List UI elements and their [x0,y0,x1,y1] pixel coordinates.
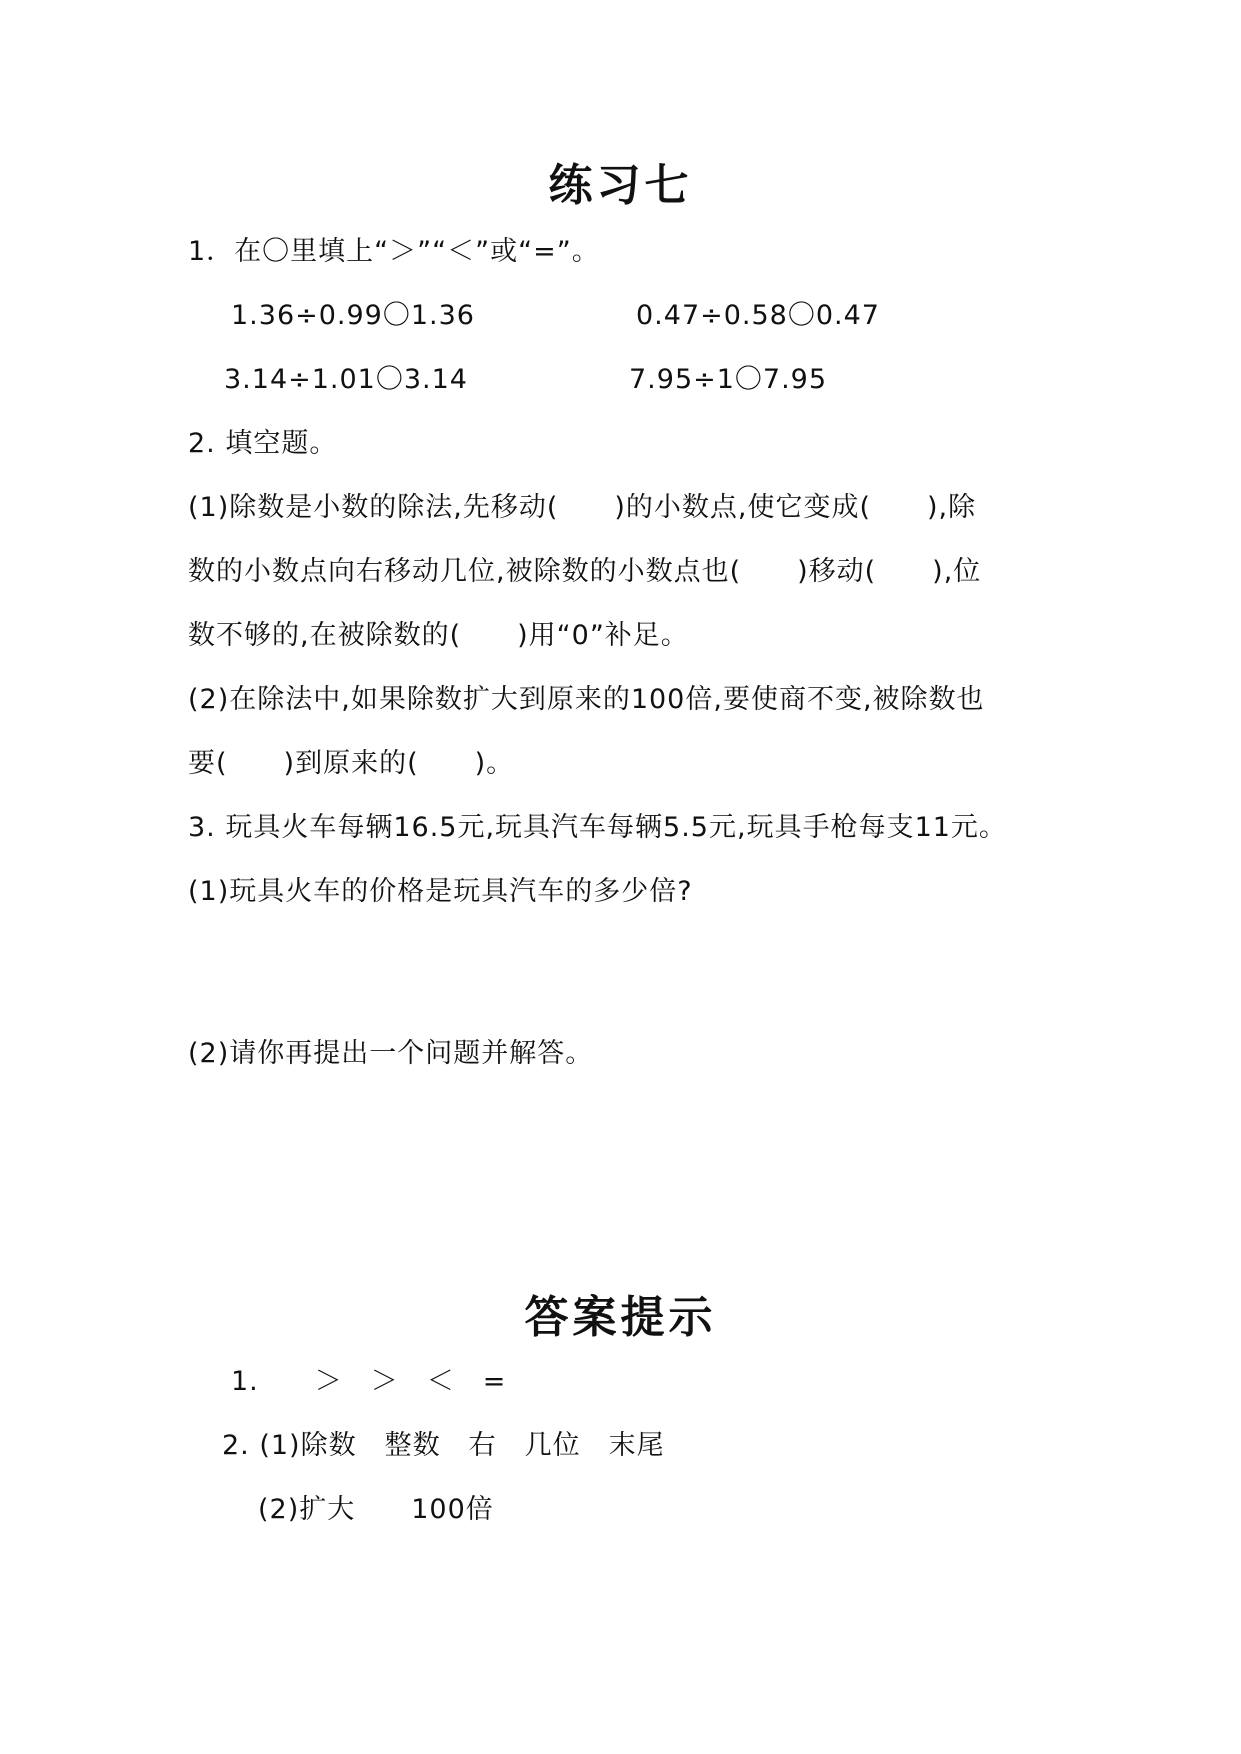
answers-title: 答案提示 [524,1292,717,1343]
exercise-title: 练习七 [548,160,693,211]
q2-line-3: 数不够的,在被除数的( )用“0”补足。 [188,620,689,651]
q1-item-3: 3.14÷1.01〇3.14 [224,364,468,395]
answer-2-2: (2)扩大 100倍 [258,1494,494,1525]
q2-prompt: 2. 填空题。 [188,428,338,459]
q1-prompt: 1．在〇里填上“＞”“＜”或“=”。 [188,236,600,267]
q1-item-4: 7.95÷1〇7.95 [629,364,828,395]
q2-line-5: 要( )到原来的( )。 [188,748,515,779]
q1-item-1: 1.36÷0.99〇1.36 [231,300,475,331]
answer-2-1: 2. (1)除数 整数 右 几位 末尾 [222,1430,665,1461]
q2-line-4: (2)在除法中,如果除数扩大到原来的100倍,要使商不变,被除数也 [188,684,985,715]
q1-item-2: 0.47÷0.58〇0.47 [636,300,880,331]
q2-line-1: (1)除数是小数的除法,先移动( )的小数点,使它变成( ),除 [188,492,977,523]
q3-sub-2: (2)请你再提出一个问题并解答。 [188,1038,594,1069]
q3-sub-1: (1)玩具火车的价格是玩具汽车的多少倍? [188,876,693,907]
q2-line-2: 数的小数点向右移动几位,被除数的小数点也( )移动( ),位 [188,556,982,587]
answer-1: 1. ＞ ＞ ＜ = [231,1366,507,1397]
q3-prompt: 3. 玩具火车每辆16.5元,玩具汽车每辆5.5元,玩具手枪每支11元。 [188,812,1007,843]
